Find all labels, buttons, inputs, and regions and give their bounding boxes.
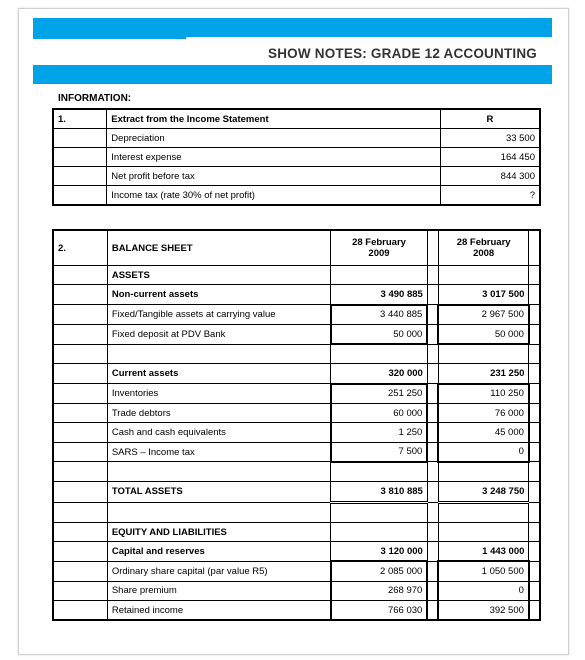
row-value: 844 300: [440, 167, 540, 186]
row-label: Fixed/Tangible assets at carrying value: [107, 305, 330, 325]
section-heading: EQUITY AND LIABILITIES: [107, 522, 330, 541]
information-label: INFORMATION:: [58, 93, 132, 104]
table-row: [53, 601, 540, 621]
table-row: [53, 522, 540, 541]
header-band-cut: [186, 37, 552, 39]
row-value: 164 450: [440, 148, 540, 167]
table-row: [53, 344, 540, 364]
value-2008: 0: [438, 581, 529, 600]
value-2008: 110 250: [438, 384, 529, 404]
row-label: Fixed deposit at PDV Bank: [107, 324, 330, 344]
table-row: [53, 581, 540, 600]
column-heading-2009: 28 February 2009: [331, 230, 428, 266]
table-row: [53, 230, 540, 266]
table-row: [53, 561, 540, 581]
table-row: [53, 384, 540, 404]
value-2008: 1 050 500: [438, 561, 529, 581]
section-heading: ASSETS: [107, 266, 330, 285]
item-number: 1.: [53, 109, 107, 129]
income-statement-table: [52, 108, 541, 206]
table-row: [53, 502, 540, 522]
value-2009: 320 000: [331, 364, 428, 384]
row-label: Inventories: [107, 384, 330, 404]
value-2008: 231 250: [438, 364, 529, 384]
table-row: [53, 404, 540, 423]
row-label: Depreciation: [107, 129, 441, 148]
row-label: TOTAL ASSETS: [107, 482, 330, 502]
value-2009: 3 120 000: [331, 542, 428, 562]
value-2009: 268 970: [331, 581, 428, 600]
value-2008: 1 443 000: [438, 542, 529, 562]
table-row: [53, 305, 540, 325]
document-title: SHOW NOTES: GRADE 12 ACCOUNTING: [268, 46, 537, 61]
value-2009: 60 000: [331, 404, 428, 423]
value-2008: 3 017 500: [438, 285, 529, 305]
value-2008: 3 248 750: [438, 482, 529, 502]
value-2008: 45 000: [438, 423, 529, 442]
table-row: [53, 186, 540, 206]
table-row: [53, 285, 540, 305]
row-label: Retained income: [107, 601, 330, 621]
table-row: [53, 364, 540, 384]
value-2009: 2 085 000: [331, 561, 428, 581]
table-row: [53, 109, 540, 129]
table-row: [53, 266, 540, 285]
value-2008: 0: [438, 442, 529, 462]
row-label: Non-current assets: [107, 285, 330, 305]
value-2009: 251 250: [331, 384, 428, 404]
value-2009: 3 810 885: [331, 482, 428, 502]
row-label: Current assets: [107, 364, 330, 384]
column-heading: R: [440, 109, 540, 129]
value-2008: 392 500: [438, 601, 529, 621]
row-value: ?: [440, 186, 540, 206]
row-label: Share premium: [107, 581, 330, 600]
value-2009: 1 250: [331, 423, 428, 442]
table-row: [53, 129, 540, 148]
balance-sheet-table: [52, 229, 541, 621]
value-2009: 3 440 885: [331, 305, 428, 325]
table-heading: Extract from the Income Statement: [107, 109, 441, 129]
row-label: Capital and reserves: [107, 542, 330, 562]
value-2009: 7 500: [331, 442, 428, 462]
value-2008: 50 000: [438, 324, 529, 344]
table-row: [53, 148, 540, 167]
item-number: 2.: [53, 230, 107, 266]
value-2008: 2 967 500: [438, 305, 529, 325]
row-label: Interest expense: [107, 148, 441, 167]
row-label: Net profit before tax: [107, 167, 441, 186]
table-row: [53, 542, 540, 562]
value-2009: 766 030: [331, 601, 428, 621]
table-row: [53, 442, 540, 462]
row-label: Cash and cash equivalents: [107, 423, 330, 442]
value-2009: 3 490 885: [331, 285, 428, 305]
value-2008: 76 000: [438, 404, 529, 423]
value-2009: 50 000: [331, 324, 428, 344]
row-label: Ordinary share capital (par value R5): [107, 561, 330, 581]
row-label: SARS – Income tax: [107, 442, 330, 462]
row-label: Income tax (rate 30% of net profit): [107, 186, 441, 206]
header-band-top: [33, 18, 552, 39]
table-row: [53, 423, 540, 442]
row-label: Trade debtors: [107, 404, 330, 423]
column-heading-2008: 28 February 2008: [438, 230, 529, 266]
table-heading: BALANCE SHEET: [107, 230, 330, 266]
table-row: [53, 482, 540, 502]
table-row: [53, 167, 540, 186]
table-row: [53, 462, 540, 482]
header-band-bottom: [33, 65, 552, 84]
row-value: 33 500: [440, 129, 540, 148]
table-row: [53, 324, 540, 344]
